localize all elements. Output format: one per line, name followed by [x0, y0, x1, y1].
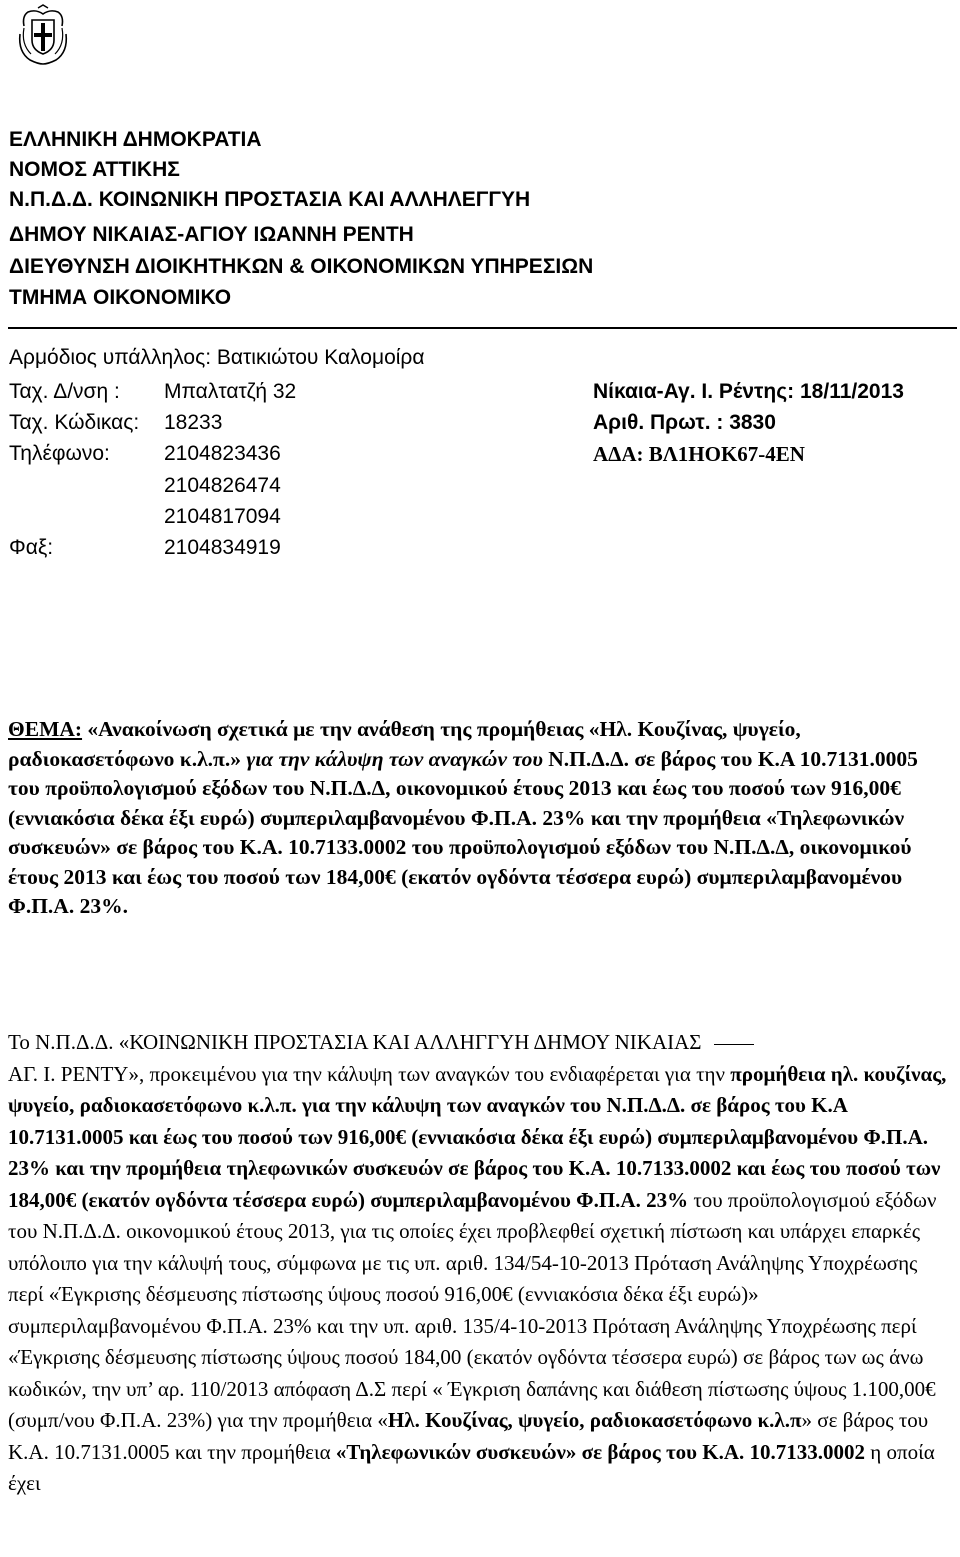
header-line-department: ΤΜΗΜΑ ΟΙΚΟΝΟΜΙΚΟ [9, 286, 232, 309]
phone-number-1: 2104823436 [164, 442, 281, 465]
body-text-3: προμήθεια ηλ. κουζίνας, ψυγείο, ραδιοκασετόφωνο κ.λ.π. για την κάλυψη των αναγκών του Ν.Π.Δ.Δ. σε βάρος του Κ.Α 10.7131.0005 και έως του ποσού των 916,00€ (εννιακόσια δέκα έξι ευρώ) συμπεριλαμβανομένου Φ.Π.Α. 23% και την προμήθεια τηλεφωνικών συσκευών σε βάρος του Κ.Α. 10.7133.0002 και έως του ποσού των 184,00€ (εκατόν ογδόντα τέσσερα ευρώ) συμπεριλαμβανομένου Φ.Π.Α. 23% [8, 1061, 947, 1212]
phone-number-3: 2104817094 [164, 505, 281, 528]
dash-mark [714, 1044, 754, 1045]
body-text-2: ΑΓ. Ι. ΡΕΝΤΥ», προκειμένου για την κάλυψη των αναγκών του ενδιαφέρεται για την [8, 1061, 725, 1086]
fax-value: 2104834919 [164, 536, 281, 559]
body-text-1: Το Ν.Π.Δ.Δ. «ΚΟΙΝΩΝΙΚΗ ΠΡΟΣΤΑΣΙΑ ΚΑΙ ΑΛΛΗΓΓΥΗ ΔΗΜΟΥ ΝΙΚΑΙΑΣ [8, 1030, 702, 1054]
greek-coat-of-arms-icon [16, 4, 70, 66]
body-paragraph [8, 1027, 948, 1500]
header-line-organization: Ν.Π.Δ.Δ. ΚΟΙΝΩΝΙΚΗ ΠΡΟΣΤΑΣΙΑ ΚΑΙ ΑΛΛΗΛΕΓΓΥΗ [9, 188, 531, 211]
body-text-7: «Τηλεφωνικών συσκευών» σε βάρος του Κ.Α. 10.7133.0002 [335, 1439, 866, 1464]
postcode-value: 18233 [164, 411, 223, 434]
header-line-prefecture: ΝΟΜΟΣ ΑΤΤΙΚΗΣ [9, 158, 180, 181]
phone-number-2: 2104826474 [164, 474, 281, 497]
subject-label: ΘΕΜΑ: [8, 717, 83, 741]
header-line-country: ΕΛΛΗΝΙΚΗ ΔΗΜΟΚΡΑΤΙΑ [9, 128, 262, 151]
ada-code: ΑΔΑ: ΒΛ1ΗΟΚ67-4ΕΝ [593, 442, 805, 466]
fax-label: Φαξ: [9, 536, 54, 559]
postcode-label: Ταχ. Κώδικας: [9, 411, 140, 434]
phone-label: Τηλέφωνο: [9, 442, 110, 465]
body-text-5: Ηλ. Κουζίνας, ψυγείο, ραδιοκασετόφωνο κ.λ.π [387, 1408, 802, 1432]
header-line-municipality: ΔΗΜΟΥ ΝΙΚΑΙΑΣ-ΑΓΙΟΥ ΙΩΑΝΝΗ ΡΕΝΤΗ [9, 223, 414, 246]
subject-paragraph [8, 715, 948, 922]
responsible-employee: Αρμόδιος υπάλληλος: Βατικιώτου Καλομοίρα [9, 346, 425, 369]
body-text-4: του προϋπολογισμού εξόδων του Ν.Π.Δ.Δ. οικονομικού έτους 2013, για τις οποίες έχει προβλεφθεί σχετική πίστωση και υπάρχει επαρκές υπόλοιπο για την κάλυψή τους, σύμφωνα με τις υπ. αριθ. 134/54-10-2013 Πρόταση Ανάληψης Υποχρέωσης περί «Έγκρισης δέσμευσης πίστωσης ύψους ποσού 916,00€ (εννιακόσια δέκα έξι ευρώ)» συμπεριλαμβανομένου Φ.Π.Α. 23% και την υπ. αριθ. 135/4-10-2013 Πρόταση Ανάληψης Υποχρέωσης περί «Έγκρισης δέσμευσης πίστωσης ύψους ποσού 184,00 (εκατόν ογδόντα τέσσερα ευρώ) σε βάρος των ως άνω κωδικών, την υπ’ αρ. 110/2013 απόφαση Δ.Σ περί « Έγκριση δαπάνης και διάθεση πίστωσης ύψους 1.100,00€ (συμπ/νου Φ.Π.Α. 23%) για την προμήθεια « [8, 1187, 937, 1432]
address-label: Ταχ. Δ/νση : [9, 380, 120, 403]
header-line-directorate: ΔΙΕΥΘΥΝΣΗ ΔΙΟΙΚΗΤΗΚΩΝ & ΟΙΚΟΝΟΜΙΚΩΝ ΥΠΗΡΕΣΙΩΝ [9, 255, 594, 278]
subject-text-2: για την κάλυψη των αναγκών του [240, 746, 543, 771]
place-date: Νίκαια-Αγ. Ι. Ρέντης: 18/11/2013 [593, 380, 904, 403]
header-divider [8, 327, 957, 329]
protocol-number: Αριθ. Πρωτ. : 3830 [593, 411, 776, 434]
subject-text-1: «Ανακοίνωση σχετικά με την ανάθεση της προμήθειας «Ηλ. Κουζίνας, ψυγείο, ραδιοκασετόφωνο κ.λ.π.» [8, 717, 801, 771]
subject-text-3: Ν.Π.Δ.Δ. σε βάρος του Κ.Α 10.7131.0005 του προϋπολογισμού εξόδων του Ν.Π.Δ.Δ, οικονομικού έτους 2013 και έως του ποσού των 916,00€ (εννιακόσια δέκα έξι ευρώ) συμπεριλαμβανομένου Φ.Π.Α. 23% και την προμήθεια «Τηλεφωνικών συσκευών» σε βάρος του Κ.Α. 10.7133.0002 του προϋπολογισμού εξόδων του Ν.Π.Δ.Δ, οικονομικού έτους 2013 και έως του ποσού των 184,00€ (εκατόν ογδόντα τέσσερα ευρώ) συμπεριλαμβανομένου Φ.Π.Α. 23%. [8, 746, 918, 918]
body-text-8: η οποία έχει [8, 1439, 935, 1495]
address-value: Μπαλτατζή 32 [164, 380, 297, 403]
body-text-6: » σε βάρος του Κ.Α. 10.7131.0005 και την προμήθεια [8, 1408, 929, 1464]
